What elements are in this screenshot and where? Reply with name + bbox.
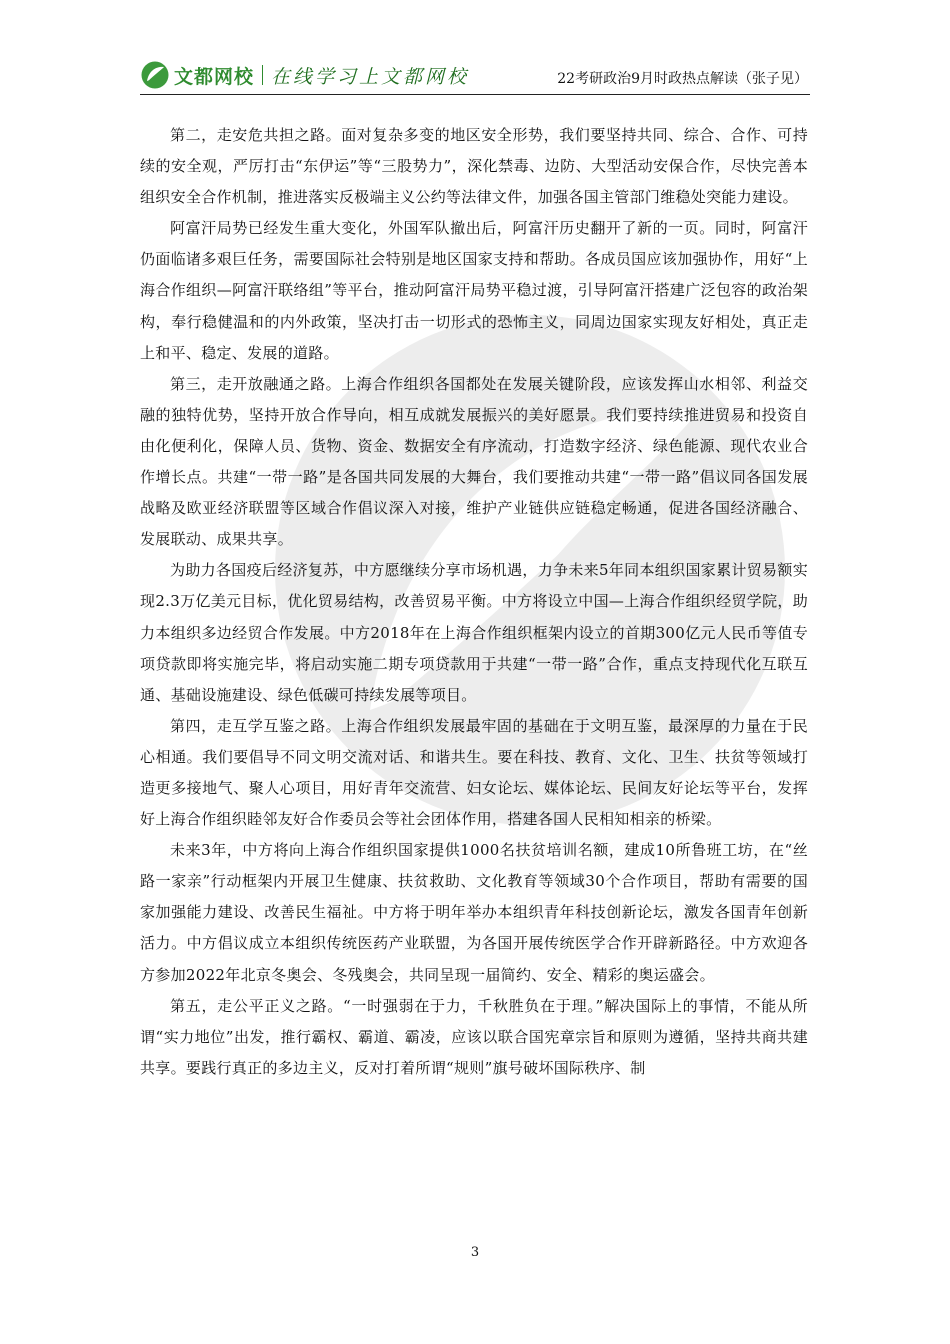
paragraph: 为助力各国疫后经济复苏，中方愿继续分享市场机遇，力争未来5年同本组织国家累计贸易额实现2.3万亿美元目标，优化贸易结构，改善贸易平衡。中方将设立中国—上海合作组织经贸学院，助力本组织多边经贸合作发展。中方2018年在上海合作组织框架内设立的首期300亿元人民币等值专项贷款即将实施完毕，将启动实施二期专项贷款用于共建“一带一路”合作，重点支持现代化互联互通、基础设施建设、绿色低碳可持续发展等项目。: [140, 561, 808, 704]
paragraph: 第二，走安危共担之路。面对复杂多变的地区安全形势，我们要坚持共同、综合、合作、可持续的安全观，严厉打击“东伊运”等“三股势力”，深化禁毒、边防、大型活动安保合作，尽快完善本组织安全合作机制，推进落实反极端主义公约等法律文件，加强各国主管部门维稳处突能力建设。: [140, 126, 808, 207]
paragraph: 第三，走开放融通之路。上海合作组织各国都处在发展关键阶段，应该发挥山水相邻、利益交融的独特优势，坚持开放合作导向，相互成就发展振兴的美好愿景。我们要持续推进贸易和投资自由化便利化，保障人员、货物、资金、数据安全有序流动，打造数字经济、绿色能源、现代农业合作增长点。共建“一带一路”是各国共同发展的大舞台，我们要推动共建“一带一路”倡议同各国发展战略及欧亚经济联盟等区域合作倡议深入对接，维护产业链供应链稳定畅通，促进各国经济融合、发展联动、成果共享。: [140, 374, 808, 549]
article-body: [140, 120, 808, 1084]
paragraph: 阿富汗局势已经发生重大变化，外国军队撤出后，阿富汗历史翻开了新的一页。同时，阿富汗仍面临诸多艰巨任务，需要国际社会特别是地区国家支持和帮助。各成员国应该加强协作，用好“上海合作组织—阿富汗联络组”等平台，推动阿富汗局势平稳过渡，引导阿富汗搭建广泛包容的政治架构，奉行稳健温和的内外政策，坚决打击一切形式的恐怖主义，同周边国家实现友好相处，真正走上和平、稳定、发展的道路。: [140, 219, 808, 362]
page-header: [140, 58, 810, 95]
page-number: 3: [470, 1245, 480, 1260]
leaf-logo-icon: [140, 60, 170, 90]
brand-slogan: 在线学习上文都网校: [271, 65, 470, 88]
brand-divider: [262, 65, 263, 85]
paragraph: 第四，走互学互鉴之路。上海合作组织发展最牢固的基础在于文明互鉴，最深厚的力量在于民心相通。我们要倡导不同文明交流对话、和谐共生。要在科技、教育、文化、卫生、扶贫等领域打造更多接地气、聚人心项目，用好青年交流营、妇女论坛、媒体论坛、民间友好论坛等平台，发挥好上海合作组织睦邻友好合作委员会等社会团体作用，搭建各国人民相知相亲的桥梁。: [140, 716, 808, 829]
document-title: 22考研政治9月时政热点解读（张子见）: [557, 71, 808, 87]
brand-name: 文都网校: [174, 65, 255, 88]
paragraph: 未来3年，中方将向上海合作组织国家提供1000名扶贫培训名额，建成10所鲁班工坊，在“丝路一家亲”行动框架内开展卫生健康、扶贫救助、文化教育等领域30个合作项目，帮助有需要的国家加强能力建设、改善民生福祉。中方将于明年举办本组织青年科技创新论坛，激发各国青年创新活力。中方倡议成立本组织传统医药产业联盟，为各国开展传统医学合作开辟新路径。中方欢迎各方参加2022年北京冬奥会、冬残奥会，共同呈现一届简约、安全、精彩的奥运盛会。: [140, 841, 808, 984]
paragraph: 第五，走公平正义之路。“一时强弱在于力，千秋胜负在于理。”解决国际上的事情，不能从所谓“实力地位”出发，推行霸权、霸道、霸凌，应该以联合国宪章宗旨和原则为遵循，坚持共商共建共享。要践行真正的多边主义，反对打着所谓“规则”旗号破坏国际秩序、制: [140, 996, 808, 1077]
brand-logo[interactable]: [140, 60, 469, 90]
